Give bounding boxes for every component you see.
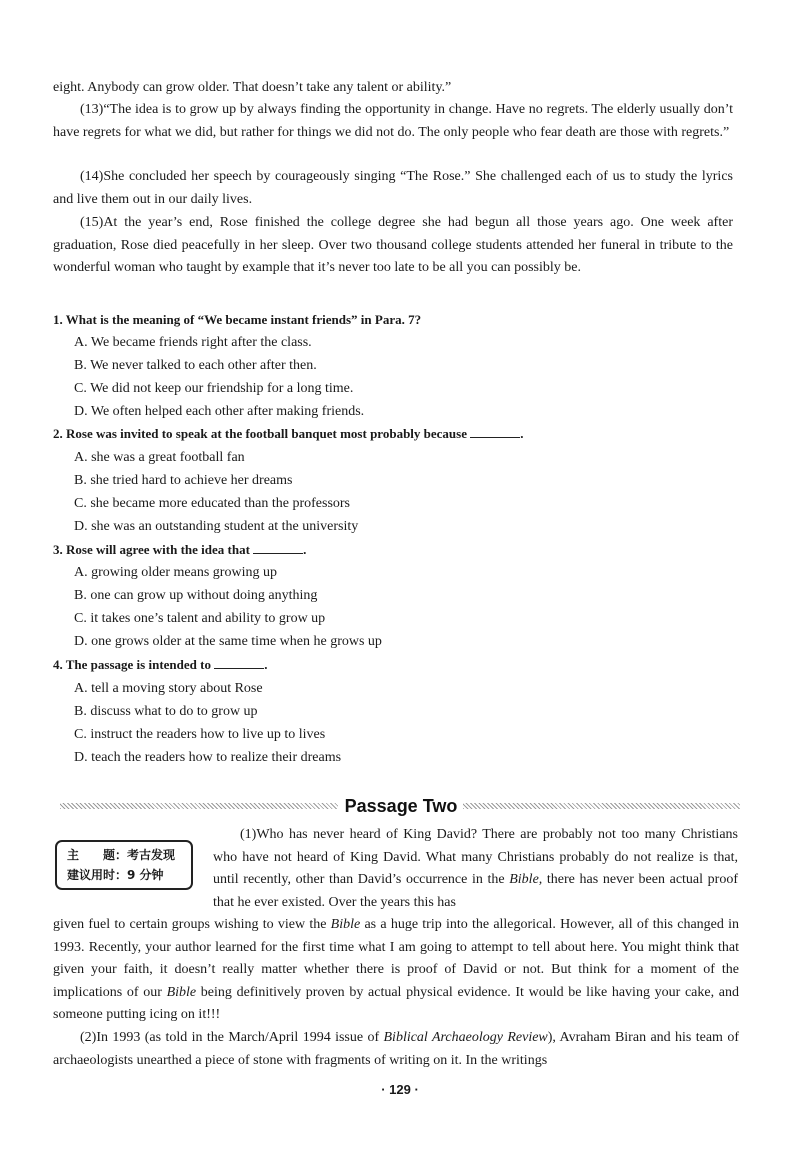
question-2-option-a: A. she was a great football fan [74, 450, 245, 465]
divider-hatch-right [463, 803, 740, 809]
question-4: 4. The passage is intended to . [53, 657, 268, 672]
answer-blank [214, 656, 264, 669]
time-line [67, 865, 191, 885]
passage-two-para-2 [53, 1027, 739, 1072]
passage-one-para-14: (14)She concluded her speech by courageously singing “The Rose.” She challenged each of us to study the lyrics and live them out in our daily lives. [53, 169, 733, 207]
question-1-option-c: C. We did not keep our friendship for a long time. [74, 381, 354, 396]
passage-two-para-1-intro [213, 824, 738, 914]
question-2-option-d: D. she was an outstanding student at the university [74, 519, 359, 534]
passage-one-para-tail: eight. Anybody can grow older. That doesn’t take any talent or ability.” [53, 80, 452, 95]
question-3-stem: 3. Rose will agree with the idea that [53, 542, 250, 557]
question-2-option-b: B. she tried hard to achieve her dreams [74, 473, 293, 488]
question-4-option-c: C. instruct the readers how to live up to lives [74, 727, 326, 742]
answer-blank [470, 425, 520, 438]
question-3-option-a: A. growing older means growing up [74, 565, 277, 580]
para1-rest-b: as a huge trip into the allegorical. However, all of this changed in 1993. Recently, your author learned for the first time what I am going to attempt to tell about here. You might think that given your faith, it doesn’t really matter whether there is proof of David or not. But think for a moment of the implications of our [53, 917, 740, 1000]
topic-label: 主 题： [67, 848, 128, 862]
question-1-option-a: A. We became friends right after the class. [74, 335, 312, 350]
question-2-stem: 2. Rose was invited to speak at the football banquet most probably because [53, 426, 467, 441]
passage-one-para-13: (13)“The idea is to grow up by always finding the opportunity in change. Have no regrets. The elderly usually don’t have regrets for what we did, but rather for things we did not do. The only people who fear death are those with regrets.” [53, 102, 733, 140]
para1-intro-text: (1)Who has never heard of King David? There are probably not too many Christians who have not heard of King David. What many Christians probably do not realize is that, until recently, other than David’s occurrence in the [213, 827, 738, 888]
para1-rest-a: given fuel to certain groups wishing to view the [53, 917, 331, 932]
topic-line [67, 845, 191, 865]
bible-title: Bible [166, 984, 197, 1000]
question-3-option-d: D. one grows older at the same time when he grows up [74, 634, 382, 649]
question-2-option-c: C. she became more educated than the professors [74, 496, 351, 511]
question-4-option-b: B. discuss what to do to grow up [74, 704, 258, 719]
question-1-option-d: D. We often helped each other after making friends. [74, 404, 365, 419]
time-label: 建议用时： [67, 868, 128, 882]
para2-text-b: ), Avraham Biran and his team of archaeologists unearthed a piece of stone with fragments of writing on it. In the writings [53, 1030, 739, 1068]
question-2: 2. Rose was invited to speak at the football banquet most probably because . [53, 426, 524, 441]
journal-title: Biblical Archaeology Review [383, 1030, 548, 1045]
question-1-option-b: B. We never talked to each other after then. [74, 358, 317, 373]
question-1-stem: 1. What is the meaning of “We became instant friends” in Para. 7? [53, 312, 422, 327]
bible-title: Bible [330, 917, 361, 932]
passage-two-title: Passage Two [344, 796, 458, 816]
passage-two-para-1-rest [53, 914, 739, 1027]
passage-divider [60, 795, 740, 817]
para2-text-a: (2)In 1993 (as told in the March/April 1994 issue of [80, 1030, 384, 1045]
time-value: 9 分钟 [127, 868, 164, 882]
answer-blank [253, 541, 303, 554]
question-3: 3. Rose will agree with the idea that . [53, 542, 307, 557]
question-3-option-c: C. it takes one’s talent and ability to grow up [74, 611, 326, 626]
topic-info-box [55, 840, 193, 890]
divider-hatch-left [60, 803, 338, 809]
question-4-option-d: D. teach the readers how to realize their dreams [74, 750, 342, 765]
bible-title: Bible, [509, 872, 543, 888]
page-number: · 129 · [381, 1082, 419, 1097]
question-3-option-b: B. one can grow up without doing anything [74, 588, 318, 603]
question-4-option-a: A. tell a moving story about Rose [74, 681, 263, 696]
topic-value: 考古发现 [127, 848, 176, 862]
para1-rest-c: being definitively proven by actual physical evidence. It would be like having your cake, and someone putting icing on it!!! [53, 984, 739, 1023]
passage-one-para-15: (15)At the year’s end, Rose finished the college degree she had begun all those years ago. One week after graduation, Rose died peacefully in her sleep. Over two thousand college students attended her funeral in tribute to the wonderful woman who taught by example that it’s never too late to be all you can possibly be. [53, 215, 733, 276]
question-4-stem: 4. The passage is intended to [53, 657, 211, 672]
para1-intro-end-text: there has never been actual proof that he ever existed. Over the years this has [213, 872, 738, 910]
